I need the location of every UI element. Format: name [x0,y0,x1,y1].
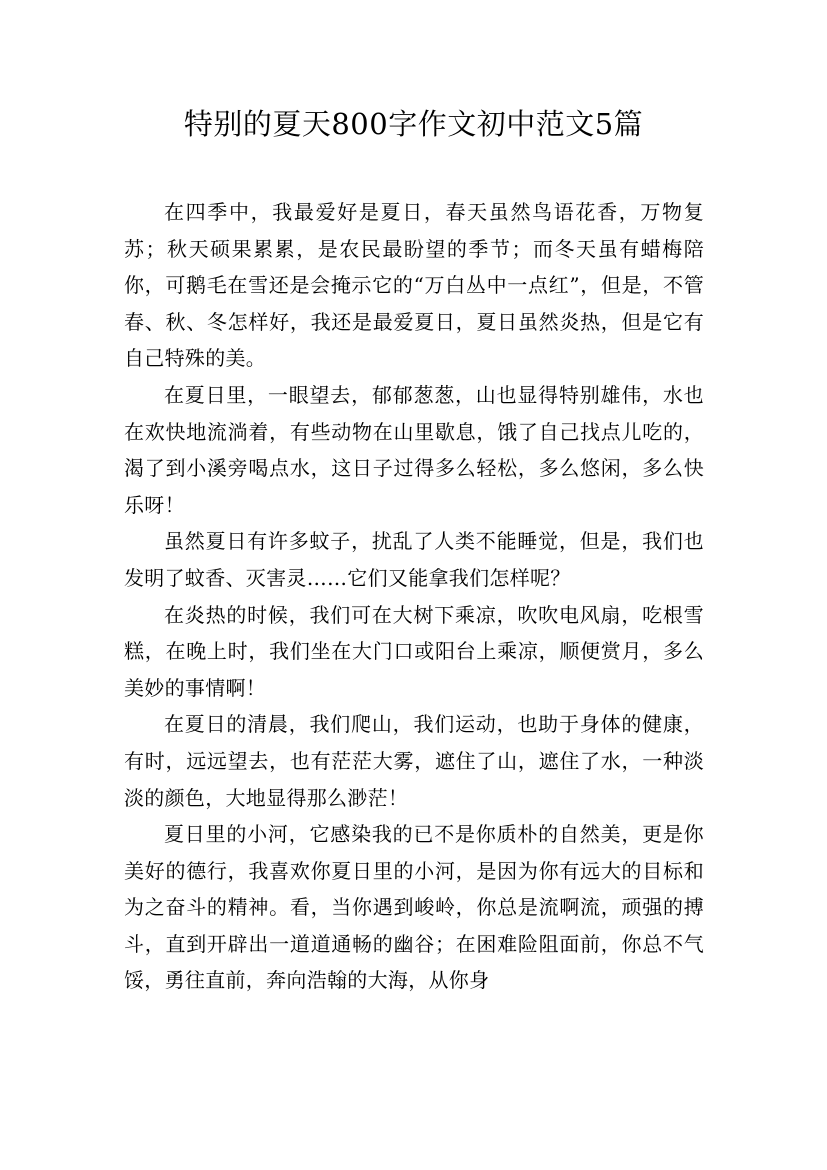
document-title: 特别的夏天800字作文初中范文5篇 [183,107,644,141]
paragraph: 在夏日的清晨，我们爬山，我们运动，也助于身体的健康，有时，远远望去，也有茫茫大雾，遮住了山，遮住了水，一种淡淡的颜色，大地显得那么渺茫！ [124,712,704,810]
paragraph: 夏日里的小河，它感染我的已不是你质朴的自然美，更是你美好的德行，我喜欢你夏日里的小河，是因为你有远大的目标和为之奋斗的精神。看，当你遇到峻岭，你总是流啊流，顽强的搏斗，直到开辟出一道道通畅的幽谷；在困难险阻面前，你总不气馁，勇往直前，奔向浩翰的大海，从你身 [124,822,704,993]
paragraph: 在夏日里，一眼望去，郁郁葱葱，山也显得特别雄伟，水也在欢快地流淌着，有些动物在山里歇息，饿了自己找点儿吃的，渴了到小溪旁喝点水，这日子过得多么轻松，多么悠闲，多么快乐呀！ [124,382,704,517]
paragraph: 在四季中，我最爱好是夏日，春天虽然鸟语花香，万物复苏；秋天硕果累累，是农民最盼望的季节；而冬天虽有蜡梅陪你，可鹅毛在雪还是会掩示它的“万白丛中一点红”，但是，不管春、秋、冬怎样好，我还是最爱夏日，夏日虽然炎热，但是它有自己特殊的美。 [124,200,704,371]
document-body [124,194,704,999]
paragraph: 在炎热的时候，我们可在大树下乘凉，吹吹电风扇，吃根雪糕，在晚上时，我们坐在大门口或阳台上乘凉，顺便赏月，多么美妙的事情啊！ [124,602,704,700]
paragraph: 虽然夏日有许多蚊子，扰乱了人类不能睡觉，但是，我们也发明了蚊香、灭害灵……它们又能拿我们怎样呢？ [124,529,704,590]
